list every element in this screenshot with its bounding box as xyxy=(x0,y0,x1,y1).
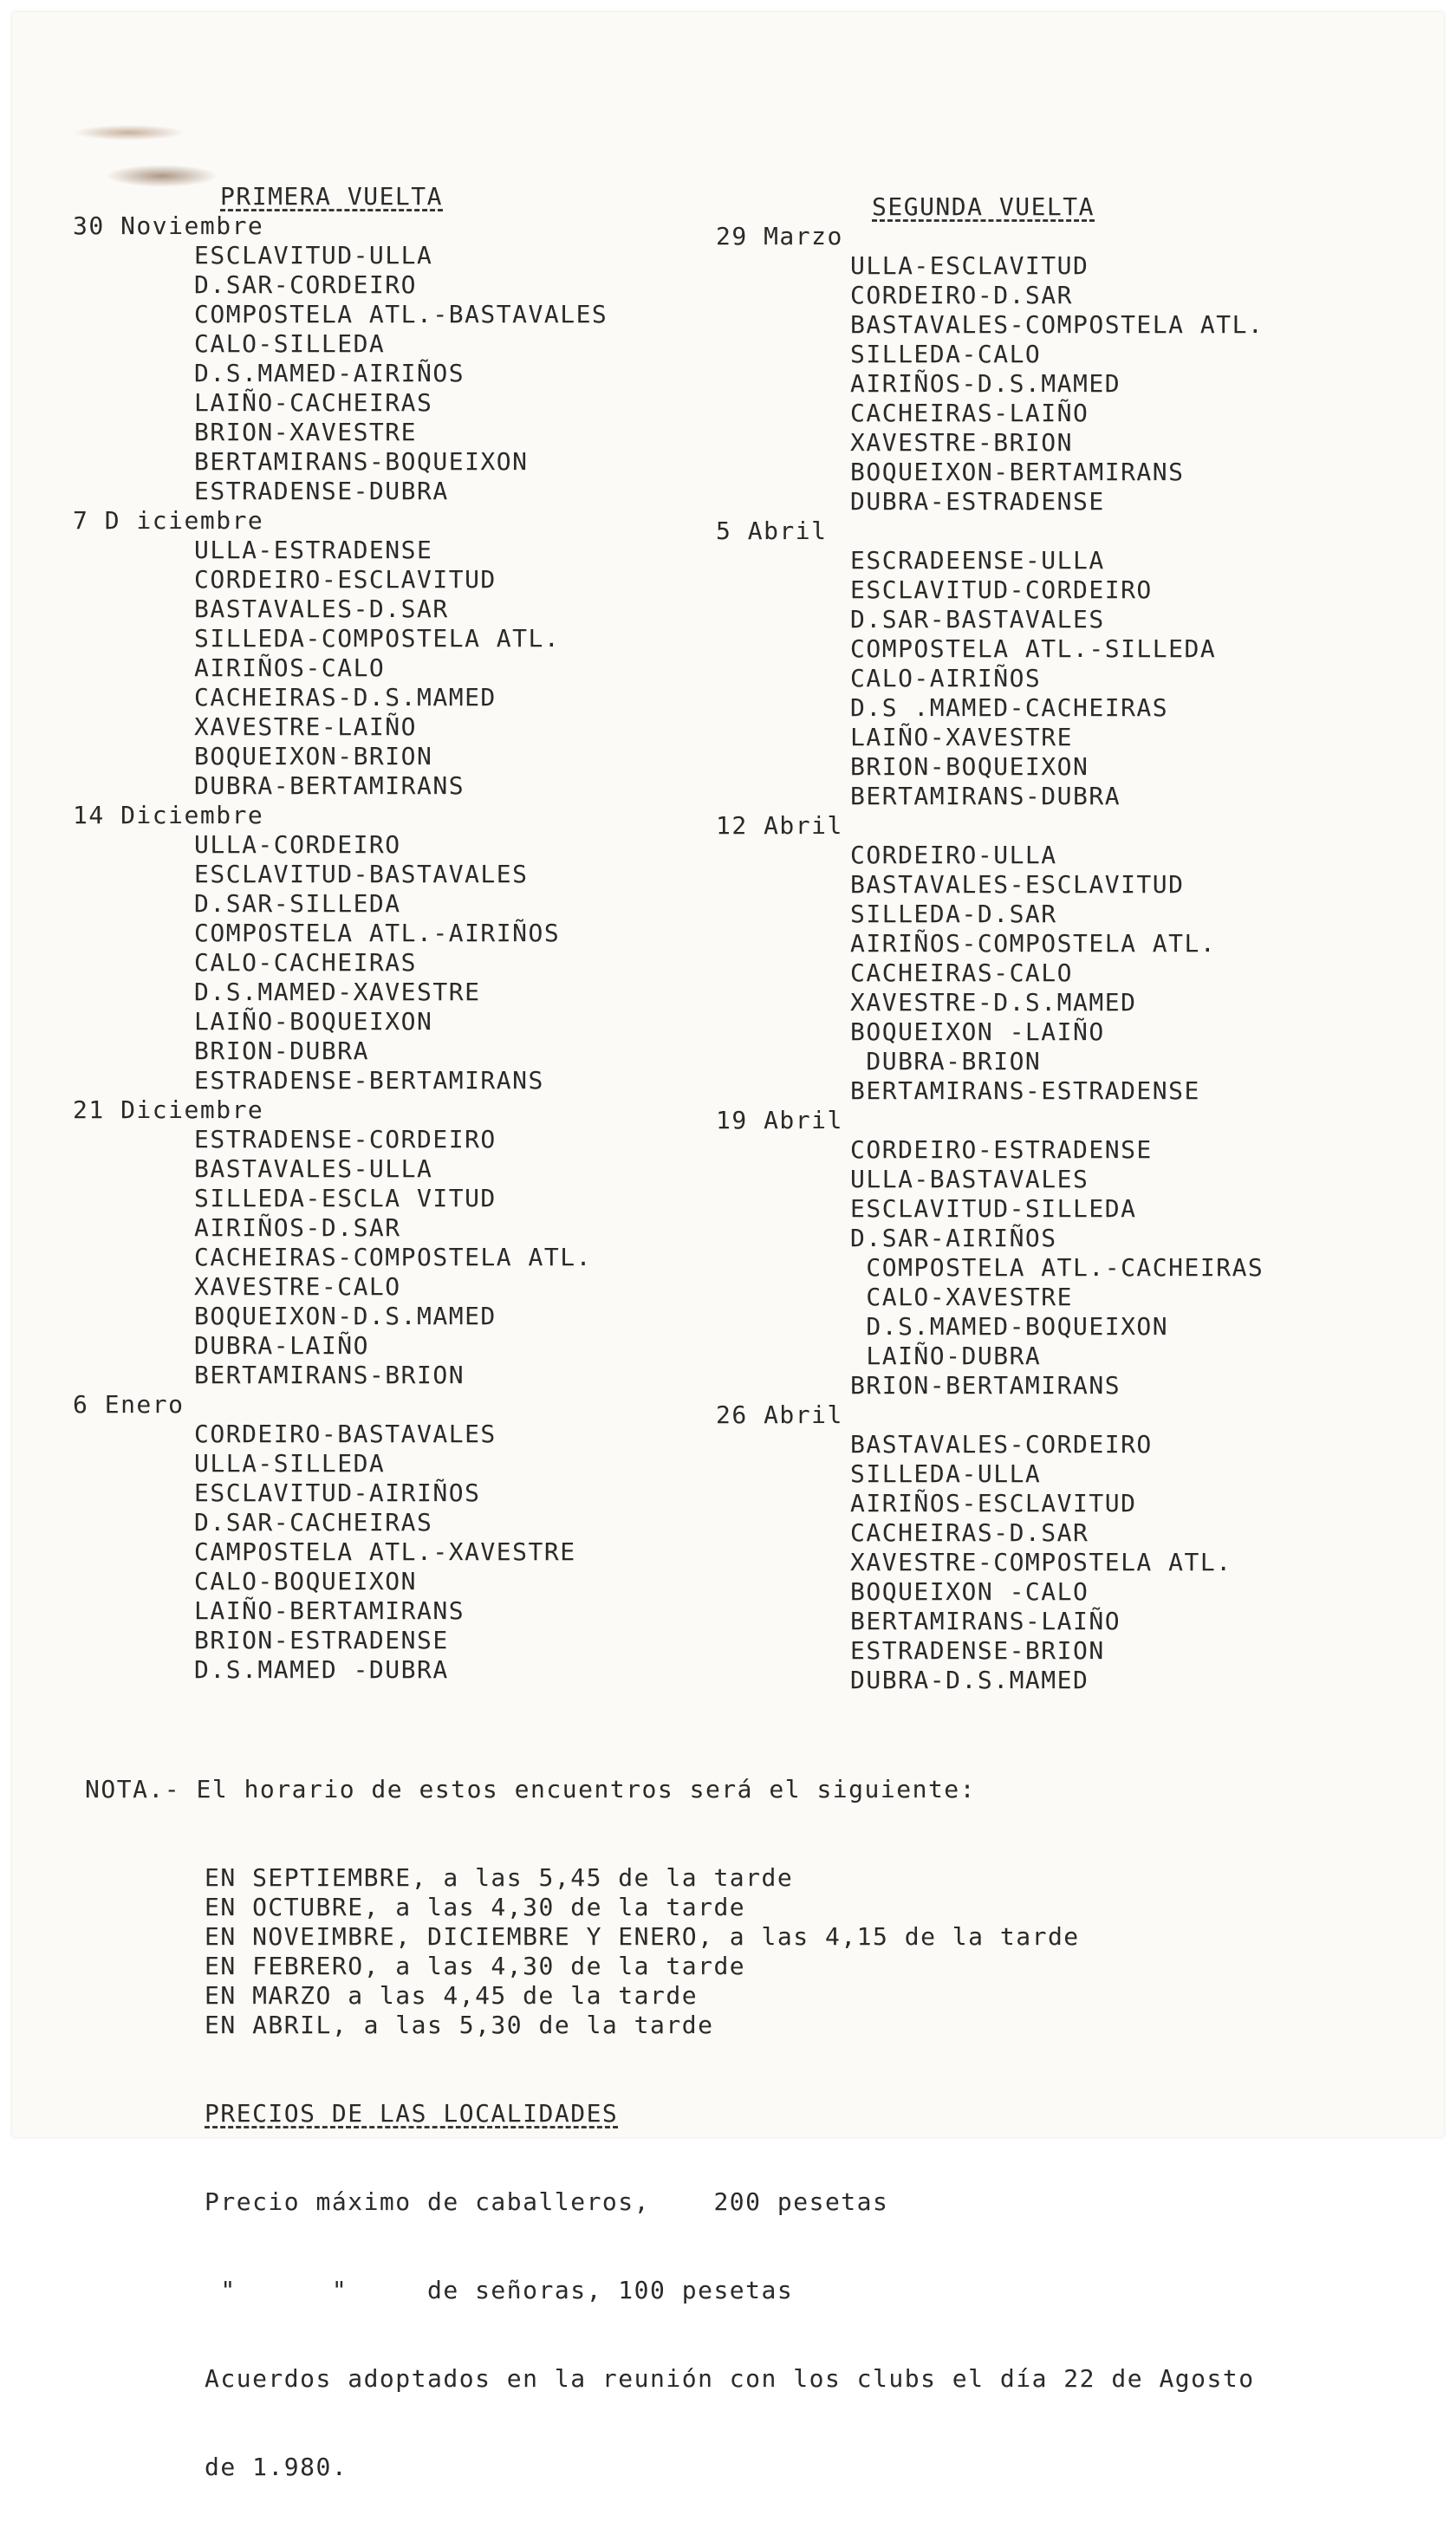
match-item: XAVESTRE-COMPOSTELA ATL. xyxy=(850,1548,1232,1576)
match-item: DUBRA-BERTAMIRANS xyxy=(194,771,465,800)
match-item: SILLEDA-COMPOSTELA ATL. xyxy=(194,624,561,653)
match-item: CACHEIRAS-CALO xyxy=(850,959,1074,987)
match-item: ESCLAVITUD-AIRIÑOS xyxy=(194,1478,481,1507)
primera-rounds xyxy=(73,211,608,1685)
precio-caballeros: Precio máximo de caballeros, 200 pesetas xyxy=(205,2187,889,2216)
match-item: ESCRADEENSE-ULLA xyxy=(850,546,1105,575)
match-item: COMPOSTELA ATL.-CACHEIRAS xyxy=(850,1253,1264,1282)
match-item: ESCLAVITUD-CORDEIRO xyxy=(850,575,1153,604)
acuerdos-line-1: Acuerdos adoptados en la reunión con los clubs el día 22 de Agosto xyxy=(205,2364,1255,2393)
match-item: COMPOSTELA ATL.-SILLEDA xyxy=(850,634,1217,663)
round-date: 21 Diciembre xyxy=(73,1095,264,1124)
match-item: BOQUEIXON-BRION xyxy=(194,742,433,770)
match-item: D.S.MAMED-XAVESTRE xyxy=(194,978,481,1006)
precio-senoras: " " de señoras, 100 pesetas xyxy=(205,2276,794,2304)
match-item: D.S.MAMED-AIRIÑOS xyxy=(194,359,465,387)
match-item: ESTRADENSE-BRION xyxy=(850,1636,1105,1665)
notes-section xyxy=(85,1716,1255,2541)
match-item: LAIÑO-XAVESTRE xyxy=(850,723,1074,751)
schedule-line: EN FEBRERO, a las 4,30 de la tarde xyxy=(205,1952,746,1980)
match-item: CORDEIRO-ESCLAVITUD xyxy=(194,565,497,594)
match-item: SILLEDA-ULLA xyxy=(850,1459,1042,1488)
segunda-vuelta-column xyxy=(716,192,1264,1695)
primera-vuelta-column xyxy=(73,182,608,1685)
match-item: ESCLAVITUD-ULLA xyxy=(194,241,433,270)
match-item: AIRIÑOS-CALO xyxy=(194,653,386,682)
match-item: D.S .MAMED-CACHEIRAS xyxy=(850,693,1169,722)
match-item: SILLEDA-CALO xyxy=(850,340,1042,368)
schedule-line: EN NOVEIMBRE, DICIEMBRE Y ENERO, a las 4,15 de la tarde xyxy=(205,1922,1080,1951)
round-date: 7 D iciembre xyxy=(73,506,264,535)
match-item: D.SAR-SILLEDA xyxy=(194,889,401,918)
match-item: ESTRADENSE-BERTAMIRANS xyxy=(194,1066,544,1095)
match-item: AIRIÑOS-D.SAR xyxy=(194,1213,401,1242)
match-item: BERTAMIRANS-ESTRADENSE xyxy=(850,1076,1200,1105)
match-item: BRION-BOQUEIXON xyxy=(850,752,1089,781)
match-item: D.S.MAMED -DUBRA xyxy=(194,1655,449,1684)
match-item: BRION-BERTAMIRANS xyxy=(850,1371,1121,1400)
match-item: ULLA-CORDEIRO xyxy=(194,830,401,859)
match-item: CORDEIRO-BASTAVALES xyxy=(194,1420,497,1448)
match-item: SILLEDA-D.SAR xyxy=(850,900,1057,928)
match-item: LAIÑO-CACHEIRAS xyxy=(194,388,433,417)
match-item: BOQUEIXON -LAIÑO xyxy=(850,1017,1105,1046)
match-item: CORDEIRO-ULLA xyxy=(850,841,1057,869)
segunda-vuelta-title: SEGUNDA VUELTA xyxy=(872,192,1095,221)
match-item: D.SAR-BASTAVALES xyxy=(850,605,1105,634)
match-item: CAMPOSTELA ATL.-XAVESTRE xyxy=(194,1537,576,1566)
match-item: ULLA-ESCLAVITUD xyxy=(850,251,1089,280)
round-date: 12 Abril xyxy=(716,811,843,840)
match-item: BASTAVALES-ESCLAVITUD xyxy=(850,870,1185,899)
schedule-line: EN MARZO a las 4,45 de la tarde xyxy=(205,1981,699,2010)
match-item: ESCLAVITUD-BASTAVALES xyxy=(194,860,529,888)
match-item: CALO-AIRIÑOS xyxy=(850,664,1042,692)
match-item: XAVESTRE-LAIÑO xyxy=(194,712,418,741)
match-item: BERTAMIRANS-DUBRA xyxy=(850,782,1121,810)
match-item: DUBRA-LAIÑO xyxy=(194,1331,369,1360)
match-item: AIRIÑOS-D.S.MAMED xyxy=(850,369,1121,398)
match-item: ULLA-SILLEDA xyxy=(194,1449,386,1478)
match-item: XAVESTRE-CALO xyxy=(194,1272,401,1301)
match-item: LAIÑO-DUBRA xyxy=(850,1342,1042,1370)
match-item: CACHEIRAS-LAIÑO xyxy=(850,399,1089,427)
match-item: SILLEDA-ESCLA VITUD xyxy=(194,1184,497,1212)
match-item: BOQUEIXON-D.S.MAMED xyxy=(194,1302,497,1330)
round-date: 26 Abril xyxy=(716,1400,843,1429)
match-item: ESCLAVITUD-SILLEDA xyxy=(850,1194,1137,1223)
match-item: DUBRA-BRION xyxy=(850,1047,1042,1076)
match-item: LAIÑO-BERTAMIRANS xyxy=(194,1596,465,1625)
match-item: D.SAR-CORDEIRO xyxy=(194,270,418,299)
match-item: BOQUEIXON -CALO xyxy=(850,1577,1089,1606)
round-date: 19 Abril xyxy=(716,1106,843,1134)
match-item: ESTRADENSE-CORDEIRO xyxy=(194,1125,497,1154)
match-item: D.SAR-AIRIÑOS xyxy=(850,1224,1057,1252)
match-item: CACHEIRAS-COMPOSTELA ATL. xyxy=(194,1243,592,1271)
match-item: AIRIÑOS-COMPOSTELA ATL. xyxy=(850,929,1217,958)
match-item: CALO-SILLEDA xyxy=(194,329,386,358)
match-item: ESTRADENSE-DUBRA xyxy=(194,477,449,505)
match-item: DUBRA-ESTRADENSE xyxy=(850,487,1105,516)
schedule-list xyxy=(85,1863,1255,2040)
match-item: BERTAMIRANS-LAIÑO xyxy=(850,1607,1121,1635)
precios-title: PRECIOS DE LAS LOCALIDADES xyxy=(205,2099,619,2128)
match-item: BASTAVALES-CORDEIRO xyxy=(850,1430,1153,1459)
match-item: BERTAMIRANS-BRION xyxy=(194,1361,465,1389)
match-item: ULLA-BASTAVALES xyxy=(850,1165,1089,1193)
match-item: COMPOSTELA ATL.-AIRIÑOS xyxy=(194,919,561,947)
match-item: CACHEIRAS-D.S.MAMED xyxy=(194,683,497,712)
round-date: 29 Marzo xyxy=(716,222,843,250)
match-item: BASTAVALES-ULLA xyxy=(194,1154,433,1183)
round-date: 14 Diciembre xyxy=(73,801,264,829)
segunda-rounds xyxy=(716,222,1264,1695)
match-item: AIRIÑOS-ESCLAVITUD xyxy=(850,1489,1137,1517)
match-item: LAIÑO-BOQUEIXON xyxy=(194,1007,433,1036)
round-date: 5 Abril xyxy=(716,517,828,545)
match-item: CALO-BOQUEIXON xyxy=(194,1567,418,1595)
match-item: ULLA-ESTRADENSE xyxy=(194,536,433,564)
match-item: CORDEIRO-D.SAR xyxy=(850,281,1074,309)
round-date: 30 Noviembre xyxy=(73,211,264,240)
schedule-line: EN ABRIL, a las 5,30 de la tarde xyxy=(205,2011,714,2039)
match-item: XAVESTRE-BRION xyxy=(850,428,1074,457)
match-item: XAVESTRE-D.S.MAMED xyxy=(850,988,1137,1017)
match-item: BASTAVALES-COMPOSTELA ATL. xyxy=(850,310,1264,339)
match-item: D.S.MAMED-BOQUEIXON xyxy=(850,1312,1169,1341)
match-item: CACHEIRAS-D.SAR xyxy=(850,1518,1089,1547)
round-date: 6 Enero xyxy=(73,1390,185,1419)
acuerdos-line-2: de 1.980. xyxy=(205,2453,348,2481)
match-item: CALO-CACHEIRAS xyxy=(194,948,418,977)
nota-line: NOTA.- El horario de estos encuentros será el siguiente: xyxy=(85,1775,977,1803)
match-item: DUBRA-D.S.MAMED xyxy=(850,1666,1089,1694)
match-item: D.SAR-CACHEIRAS xyxy=(194,1508,433,1537)
match-item: BRION-DUBRA xyxy=(194,1037,369,1065)
match-item: BRION-XAVESTRE xyxy=(194,418,418,446)
schedule-line: EN OCTUBRE, a las 4,30 de la tarde xyxy=(205,1893,746,1921)
match-item: BRION-ESTRADENSE xyxy=(194,1626,449,1654)
match-item: BOQUEIXON-BERTAMIRANS xyxy=(850,458,1185,486)
primera-vuelta-title: PRIMERA VUELTA xyxy=(220,182,444,211)
ink-smudge xyxy=(73,125,185,140)
match-item: BASTAVALES-D.SAR xyxy=(194,595,449,623)
match-item: BERTAMIRANS-BOQUEIXON xyxy=(194,447,529,476)
document-page xyxy=(12,12,1444,2481)
schedule-line: EN SEPTIEMBRE, a las 5,45 de la tarde xyxy=(205,1863,794,1892)
match-item: COMPOSTELA ATL.-BASTAVALES xyxy=(194,300,608,328)
match-item: CALO-XAVESTRE xyxy=(850,1283,1074,1311)
match-item: CORDEIRO-ESTRADENSE xyxy=(850,1135,1153,1164)
